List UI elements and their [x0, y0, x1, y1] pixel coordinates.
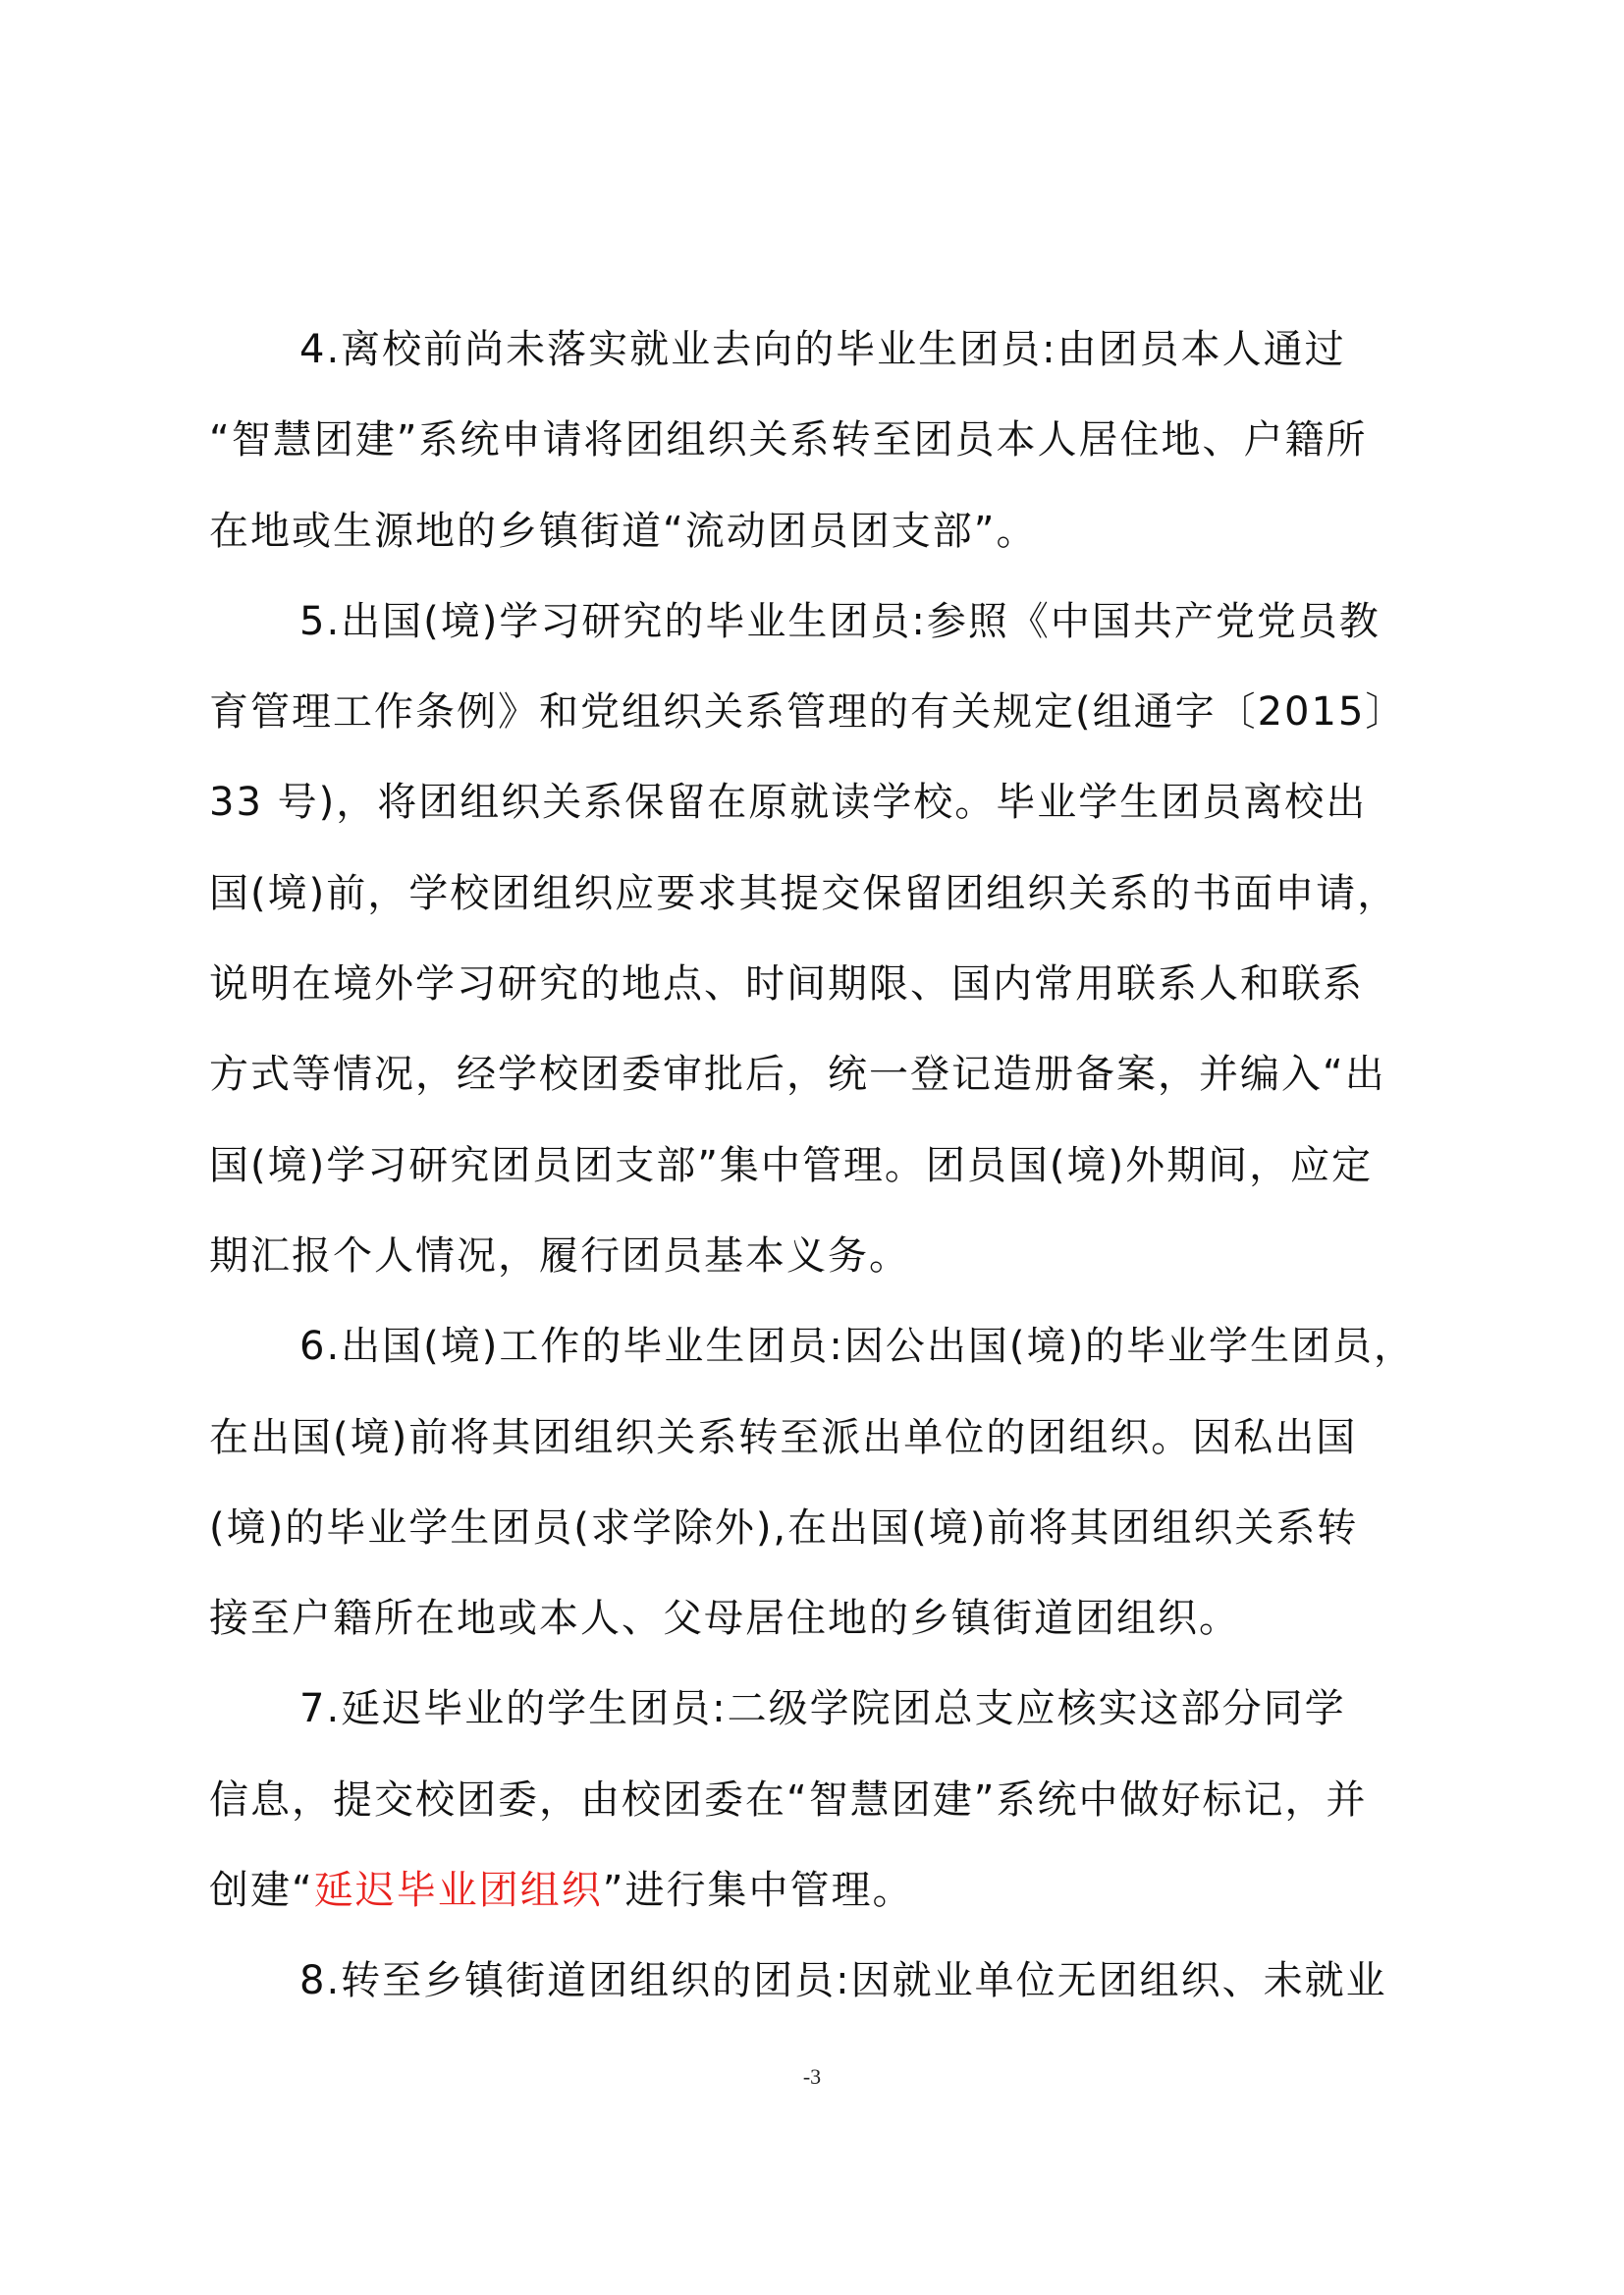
paragraph-6-line-2: 在出国(境)前将其团组织关系转至派出单位的团组织。因私出国	[209, 1414, 1358, 1460]
paragraph-6-line-3: (境)的毕业学生团员(求学除外),在出国(境)前将其团组织关系转	[209, 1504, 1359, 1551]
paragraph-5-line-1: 5.出国(境)学习研究的毕业生团员:参照《中国共产党党员教	[299, 598, 1380, 644]
paragraph-5-line-4: 国(境)前，学校团组织应要求其提交保留团组织关系的书面申请，	[209, 870, 1399, 916]
paragraph-7-line-3	[209, 1845, 1436, 1936]
paragraph-7-line-2: 信息，提交校团委，由校团委在“智慧团建”系统中做好标记，并	[209, 1776, 1368, 1823]
paragraph-8-line-1: 8.转至乡镇街道团组织的团员:因就业单位无团组织、未就业	[299, 1958, 1387, 2004]
paragraph-4-line-1: 4.离校前尚未落实就业去向的毕业生团员:由团员本人通过	[299, 327, 1346, 372]
highlighted-text: 延迟毕业团组织	[313, 1868, 603, 1914]
paragraph-4-line-3: 在地或生源地的乡镇街道“流动团员团支部”。	[209, 508, 1038, 554]
paragraph-5-line-5: 说明在境外学习研究的地点、时间期限、国内常用联系人和联系	[209, 961, 1364, 1008]
line-text-after: ”进行集中管理。	[602, 1868, 914, 1914]
paragraph-7-line-1: 7.延迟毕业的学生团员:二级学院团总支应核实这部分同学	[299, 1686, 1346, 1732]
line-text-before: 创建“	[209, 1868, 314, 1914]
paragraph-6-line-4: 接至户籍所在地或本人、父母居住地的乡镇街道团组织。	[209, 1596, 1240, 1642]
paragraph-5-line-2: 育管理工作条例》和党组织关系管理的有关规定(组通字〔2015〕	[209, 689, 1407, 736]
page-number: -3	[802, 2064, 822, 2089]
paragraph-5-line-6: 方式等情况，经学校团委审批后，统一登记造册备案，并编入“出	[209, 1052, 1386, 1098]
paragraph-5-line-8: 期汇报个人情况，履行团员基本义务。	[209, 1232, 910, 1279]
paragraph-5-line-3: 33 号)，将团组织关系保留在原就读学校。毕业学生团员离校出	[209, 780, 1368, 826]
body-text	[209, 304, 1436, 2027]
paragraph-6-line-1: 6.出国(境)工作的毕业生团员:因公出国(境)的毕业学生团员，	[299, 1324, 1416, 1370]
paragraph-4-line-2: “智慧团建”系统申请将团组织关系转至团员本人居住地、户籍所	[209, 417, 1368, 464]
paragraph-5-line-7: 国(境)学习研究团员团支部”集中管理。团员国(境)外期间，应定	[209, 1142, 1374, 1188]
